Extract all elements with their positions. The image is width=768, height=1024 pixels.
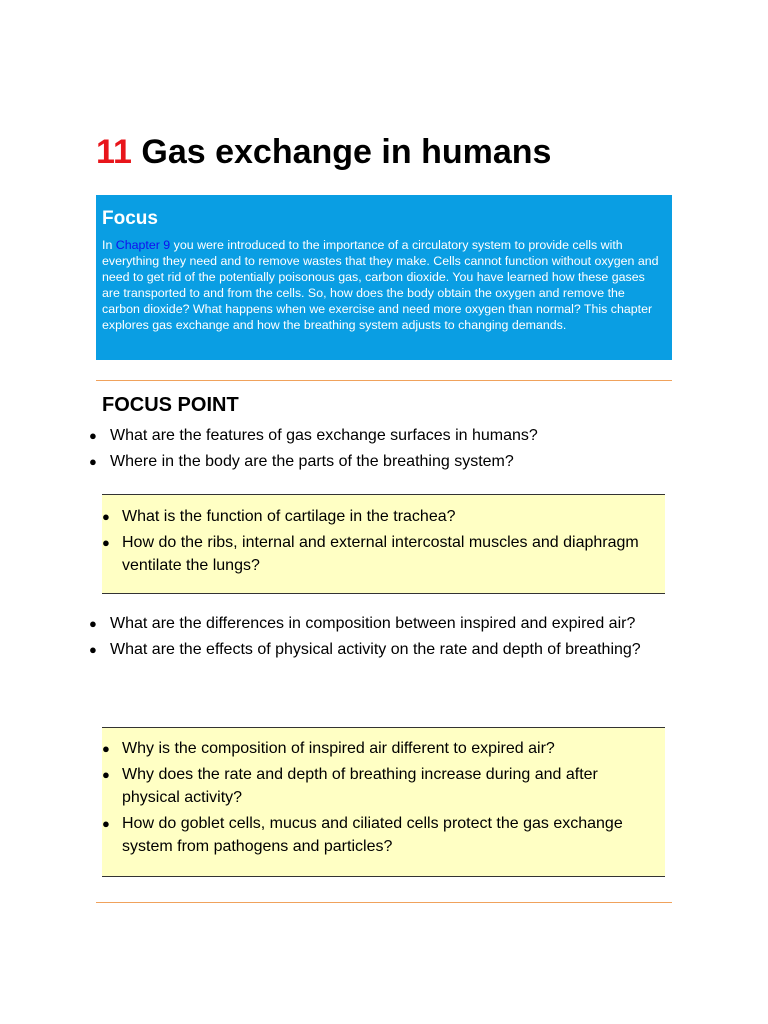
- list-item-text: What are the features of gas exchange surfaces in humans?: [110, 427, 538, 444]
- list-item: [88, 638, 648, 661]
- bullet-icon: ●: [102, 509, 110, 524]
- bullet-icon: ●: [89, 642, 97, 657]
- focus-point-list-extended-2: [102, 737, 642, 858]
- focus-point-heading: FOCUS POINT: [102, 394, 239, 416]
- extended-box-1: [102, 494, 665, 594]
- section-rule-top: [96, 380, 672, 381]
- bullet-icon: ●: [89, 454, 97, 469]
- focus-point-list-extended-1: [102, 505, 642, 577]
- focus-text-rest: you were introduced to the importance of a circulatory system to provide cells with everything they need and to remove wastes that they make. Cells cannot function without oxygen and need to get rid of the potentially poisonous gas, carbon dioxide. You have learned how these gases are transported to and from the cells. So, how does the body obtain the oxygen and remove the carbon dioxide? What happens when we exercise and need more oxygen than normal? This chapter explores gas exchange and how the breathing system adjusts to changing demands.: [102, 238, 659, 332]
- chapter-9-link[interactable]: Chapter 9: [115, 238, 171, 252]
- bullet-icon: ●: [102, 816, 110, 831]
- focus-heading: Focus: [102, 208, 158, 229]
- list-item-text: What are the differences in composition between inspired and expired air?: [110, 615, 636, 632]
- list-item: [88, 450, 648, 473]
- bullet-icon: ●: [89, 428, 97, 443]
- bullet-icon: ●: [102, 767, 110, 782]
- bullet-icon: ●: [89, 616, 97, 631]
- list-item: [88, 612, 648, 635]
- list-item-text: Where in the body are the parts of the breathing system?: [110, 453, 514, 470]
- focus-point-list-core-1: [88, 424, 648, 476]
- list-item-text: What is the function of cartilage in the trachea?: [122, 508, 456, 525]
- list-item: [102, 505, 642, 528]
- list-item: [88, 424, 648, 447]
- bullet-icon: ●: [102, 535, 110, 550]
- list-item-text: Why is the composition of inspired air different to expired air?: [122, 740, 555, 757]
- focus-text: [102, 237, 664, 333]
- list-item: [102, 531, 642, 577]
- section-rule-bottom: [96, 902, 672, 903]
- chapter-number: 11: [96, 133, 132, 171]
- focus-text-start: In: [102, 238, 116, 252]
- list-item-text: What are the effects of physical activity on the rate and depth of breathing?: [110, 641, 641, 658]
- list-item-text: Why does the rate and depth of breathing increase during and after physical activity?: [122, 766, 598, 806]
- list-item-text: How do goblet cells, mucus and ciliated cells protect the gas exchange system from pathogens and particles?: [122, 815, 623, 855]
- list-item: [102, 763, 642, 809]
- extended-box-2: [102, 727, 665, 877]
- focus-point-list-core-2: [88, 612, 648, 664]
- focus-box: [96, 195, 672, 360]
- list-item-text: How do the ribs, internal and external intercostal muscles and diaphragm ventilate the lungs?: [122, 534, 639, 574]
- list-item: [102, 812, 642, 858]
- chapter-title-text: Gas exchange in humans: [141, 133, 552, 171]
- chapter-title: [96, 132, 551, 172]
- bullet-icon: ●: [102, 741, 110, 756]
- list-item: [102, 737, 642, 760]
